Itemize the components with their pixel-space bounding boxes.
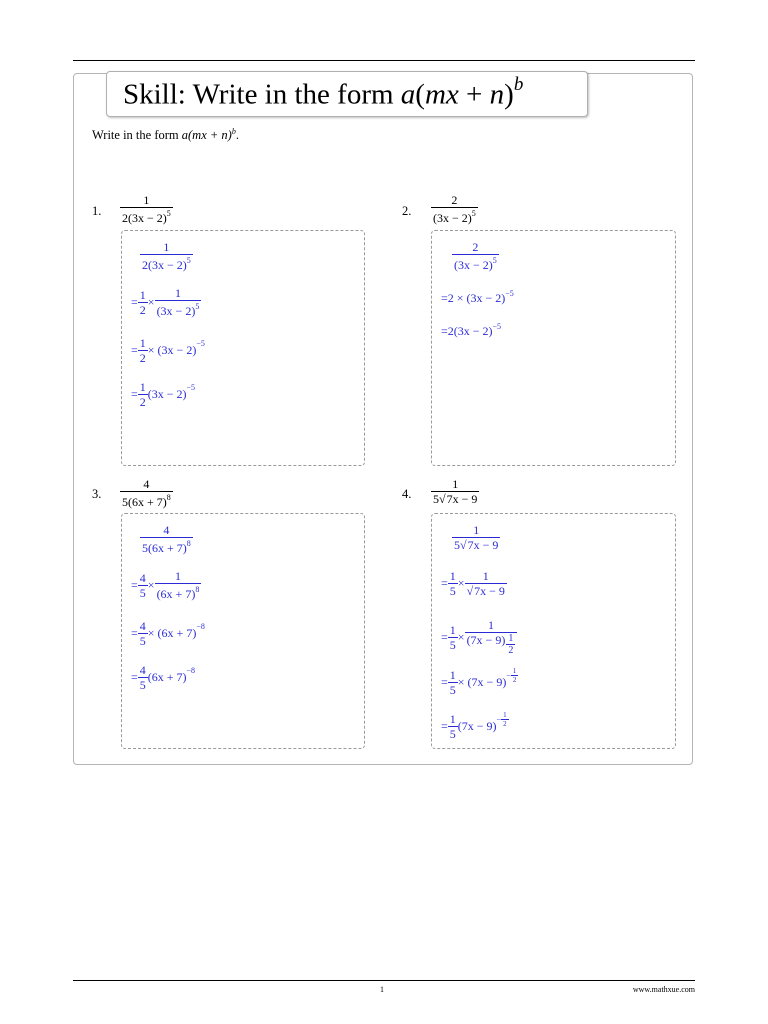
q1-step-1: $\frac{1}{2(3x - 2)^5}$ [142, 240, 191, 272]
instruction-text: Write in the form a(mx + n)$^b$. [92, 127, 239, 143]
q4-step-3: = $\frac{1}{5}$ × 1 (7x − 9) $\frac{1}{2}$ [441, 618, 517, 656]
header-rule [73, 60, 695, 61]
question-number-1: 1. [92, 204, 102, 218]
question-number-2: 2. [402, 204, 412, 218]
q3-step-3: = $\frac{4}{5}$ × (6x + 7) $^{-8}$ [131, 619, 205, 648]
question-1-expression: $\frac{1}{2(3x - 2)^5}$ [122, 193, 171, 225]
q3-step-1: $\frac{4}{5(6x + 7)^8}$ [142, 523, 191, 555]
footer-url: www.mathxue.com [632, 985, 695, 994]
q1-step-3: = $\frac{1}{2}$ × (3x − 2) $^{-5}$ [131, 336, 205, 365]
q1-step-4: = $\frac{1}{2}$ (3x − 2) $^{-5}$ [131, 380, 196, 409]
question-3-expression: $\frac{4}{5(6x + 7)^8}$ [122, 477, 171, 509]
q4-step-1: $\frac{1}{5√7x - 9}$ [454, 523, 499, 552]
q4-step-2: = $\frac{1}{5}$ × $\frac{1}{√7x - 9}$ [441, 569, 505, 598]
q1-step-2: = $\frac{1}{2}$ × $\frac{1}{(3x - 2)^5}$ [131, 286, 200, 318]
footer-rule [73, 980, 695, 981]
page-number: 1 [380, 985, 384, 994]
q2-step-1: $\frac{2}{(3x - 2)^5}$ [454, 240, 497, 272]
q4-step-5: = $\frac{1}{5}$ (7x − 9) − $\frac{1}{2}$ [441, 711, 507, 741]
question-number-4: 4. [402, 487, 412, 501]
page-title: Skill: Write in the form a(mx + n)$^b$ [123, 74, 524, 111]
q3-step-2: = $\frac{4}{5}$ × $\frac{1}{(6x + 7)^8}$ [131, 569, 200, 601]
question-4-expression: $\frac{1}{5√7x - 9}$ [433, 477, 478, 506]
q4-step-4: = $\frac{1}{5}$ × (7x − 9) − $\frac{1}{2}$ [441, 667, 517, 697]
q2-step-2: $=2 \times (3x - 2)^{-5}$ [441, 289, 514, 305]
question-number-3: 3. [92, 487, 102, 501]
q3-step-4: = $\frac{4}{5}$ (6x + 7) $^{-8}$ [131, 663, 196, 692]
title-box [106, 71, 588, 117]
question-2-expression: $\frac{2}{(3x - 2)^5}$ [433, 193, 476, 225]
q2-step-3: $=2(3x - 2)^{-5}$ [441, 322, 502, 338]
